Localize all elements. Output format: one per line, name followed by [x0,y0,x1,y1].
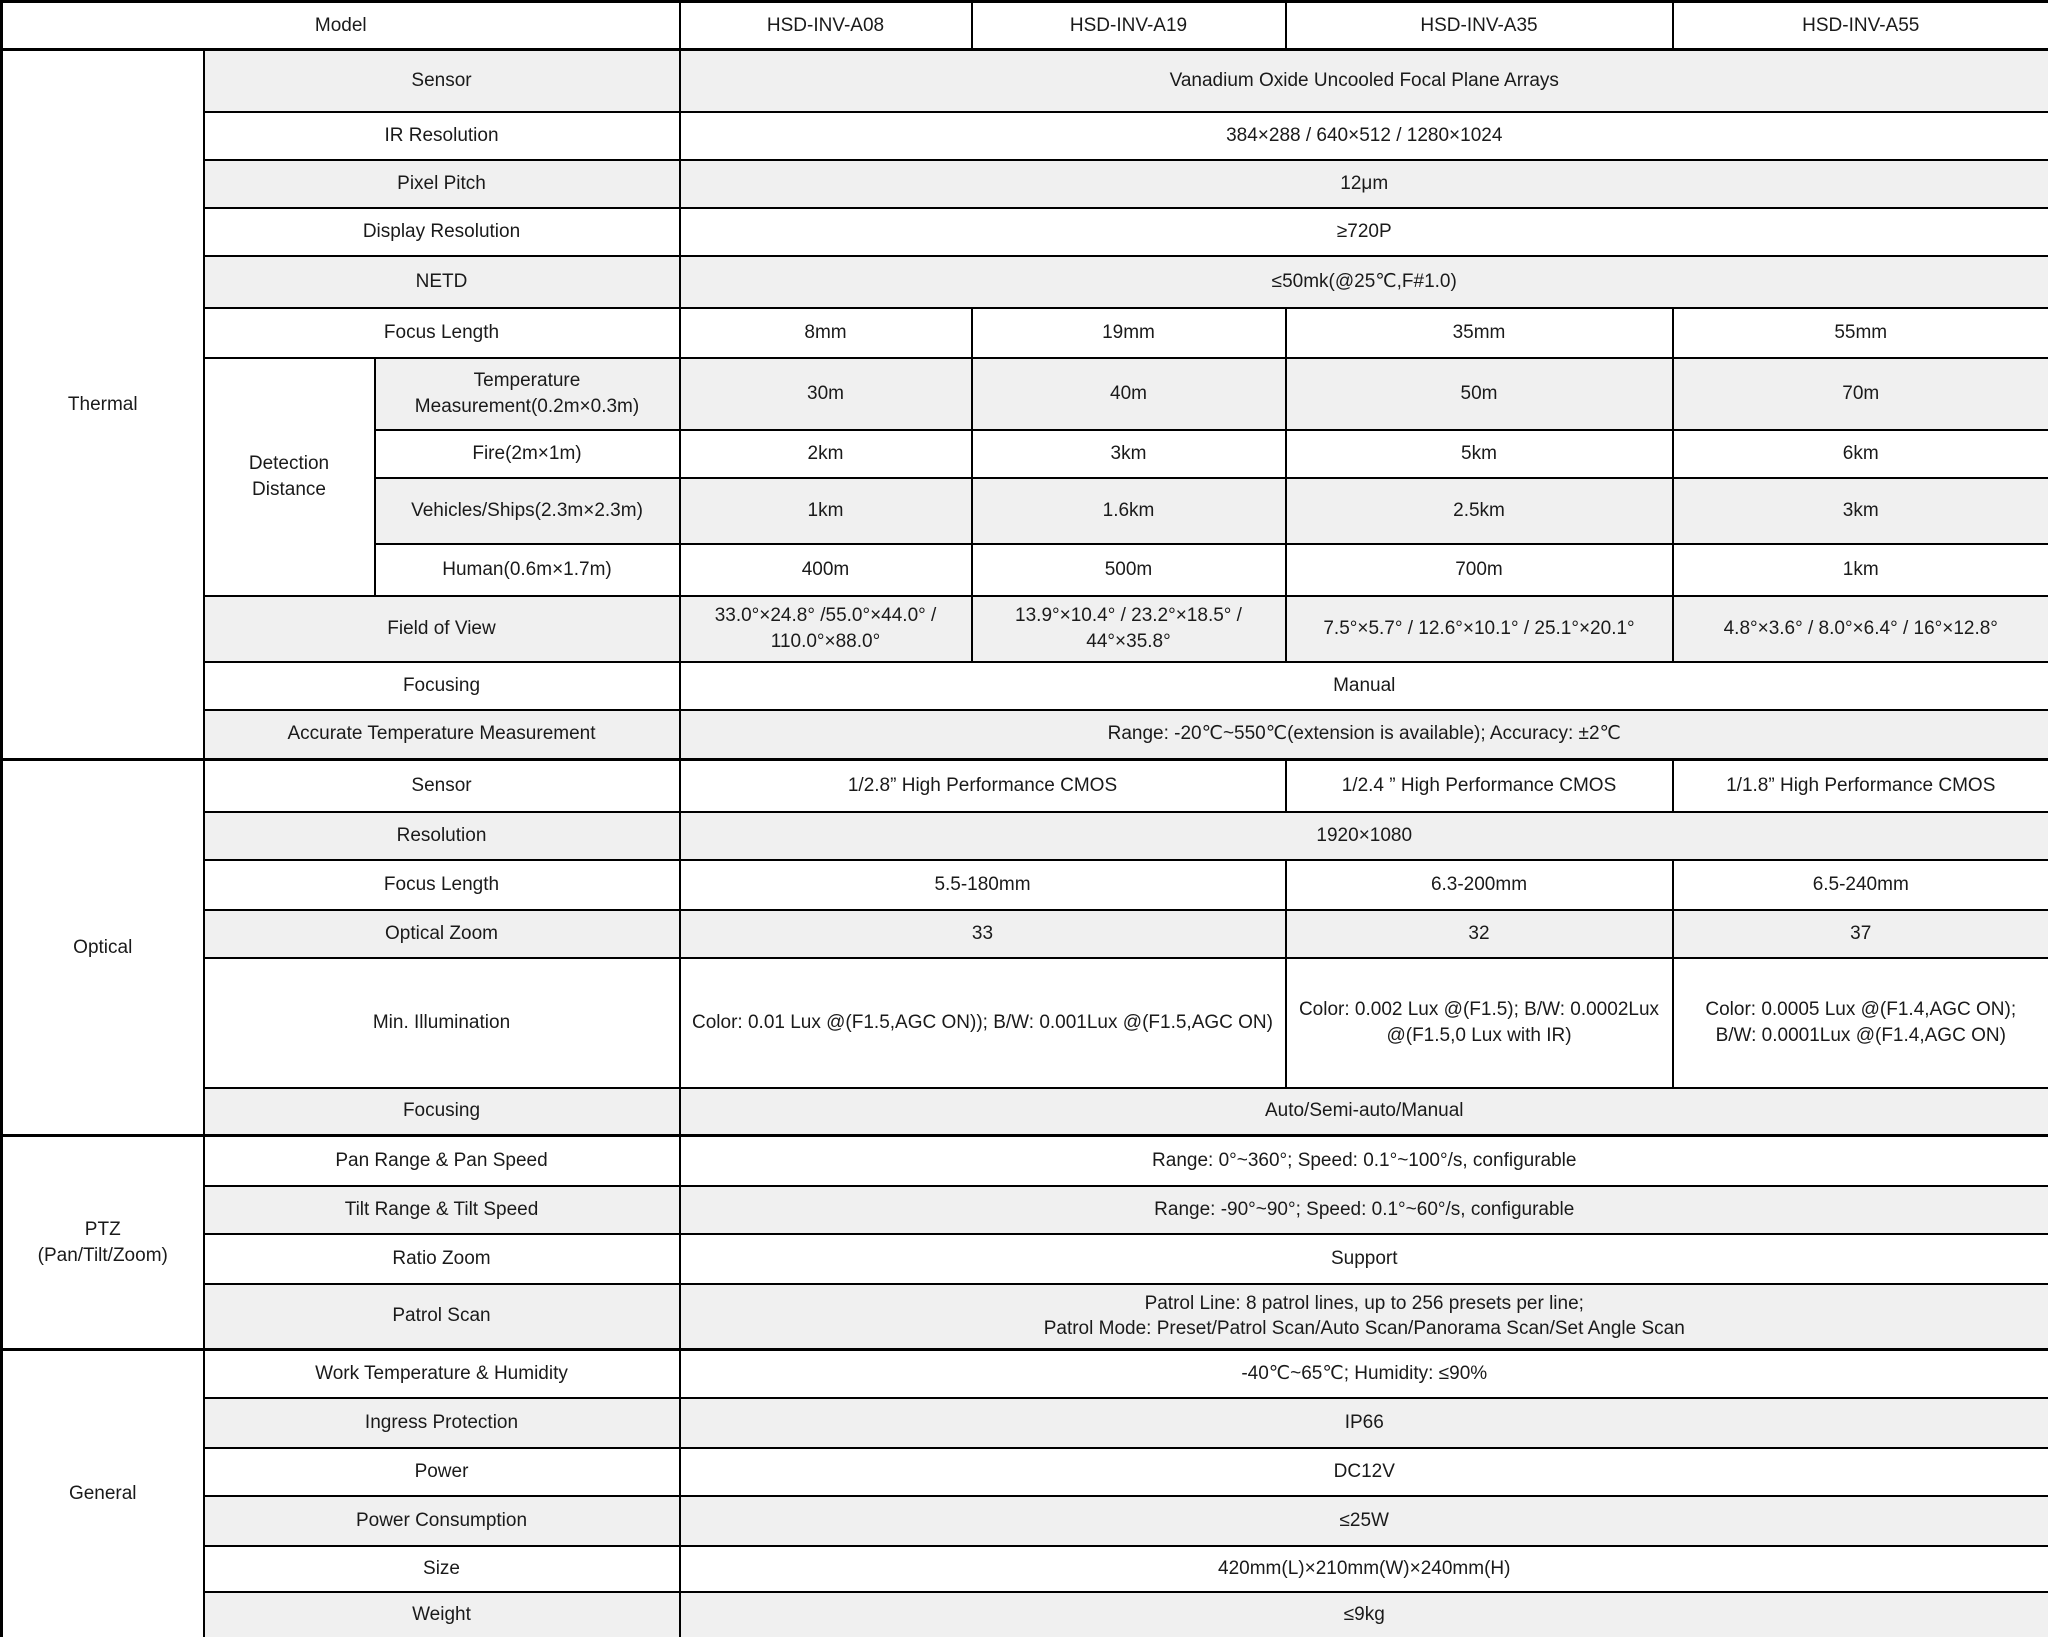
thermal-focus-length-a19: 19mm [972,308,1286,358]
ptz-label-line1: PTZ [84,1218,121,1240]
ingress-protection-value: IP66 [680,1398,2048,1448]
row-ratio-zoom [2,1234,2048,1284]
accurate-temperature-label: Accurate Temperature Measurement [204,710,680,760]
row-thermal-sensor [2,50,2048,112]
detection-distance-label: Detection Distance [204,358,375,596]
detection-temperature-a19: 40m [972,358,1286,430]
optical-zoom-label: Optical Zoom [204,910,680,958]
accurate-temperature-value: Range: -20℃~550℃(extension is available); Accuracy: ±2℃ [680,710,2048,760]
row-optical-focus-length [2,860,2048,910]
optical-focus-length-a55: 6.5-240mm [1673,860,2048,910]
detection-human-a08: 400m [680,544,972,596]
header-row [2,2,2048,50]
optical-resolution-value: 1920×1080 [680,812,2048,860]
field-of-view-a35: 7.5°×5.7° / 12.6°×10.1° / 25.1°×20.1° [1286,596,1673,662]
section-thermal-label: Thermal [2,50,204,760]
row-optical-focusing [2,1088,2048,1136]
pixel-pitch-value: 12μm [680,160,2048,208]
detection-temperature-a55: 70m [1673,358,2048,430]
detection-vehicles-a35: 2.5km [1286,478,1673,544]
optical-resolution-label: Resolution [204,812,680,860]
thermal-focusing-value: Manual [680,662,2048,710]
field-of-view-label: Field of View [204,596,680,662]
row-detection-temperature [2,358,2048,430]
section-optical-label: Optical [2,760,204,1136]
thermal-focus-length-label: Focus Length [204,308,680,358]
optical-sensor-a35: 1/2.4 ” High Performance CMOS [1286,760,1673,812]
min-illumination-a08-a19: Color: 0.01 Lux @(F1.5,AGC ON)); B/W: 0.001Lux @(F1.5,AGC ON) [680,958,1286,1088]
row-netd [2,256,2048,308]
detection-fire-a08: 2km [680,430,972,478]
patrol-scan-label: Patrol Scan [204,1284,680,1350]
ptz-label-line2: (Pan/Tilt/Zoom) [37,1244,168,1266]
thermal-focus-length-a08: 8mm [680,308,972,358]
optical-sensor-a08-a19: 1/2.8” High Performance CMOS [680,760,1286,812]
min-illumination-label: Min. Illumination [204,958,680,1088]
pixel-pitch-label: Pixel Pitch [204,160,680,208]
row-size [2,1546,2048,1592]
thermal-sensor-value: Vanadium Oxide Uncooled Focal Plane Arrays [680,50,2048,112]
optical-focus-length-a35: 6.3-200mm [1286,860,1673,910]
size-value: 420mm(L)×210mm(W)×240mm(H) [680,1546,2048,1592]
work-temperature-label: Work Temperature & Humidity [204,1350,680,1398]
pan-range-value: Range: 0°~360°; Speed: 0.1°~100°/s, configurable [680,1136,2048,1186]
row-optical-sensor [2,760,2048,812]
detection-temperature-label: Temperature Measurement(0.2m×0.3m) [375,358,680,430]
detection-fire-a19: 3km [972,430,1286,478]
detection-fire-label: Fire(2m×1m) [375,430,680,478]
power-label: Power [204,1448,680,1496]
detection-human-a19: 500m [972,544,1286,596]
optical-focusing-label: Focusing [204,1088,680,1136]
power-value: DC12V [680,1448,2048,1496]
row-accurate-temperature [2,710,2048,760]
thermal-sensor-label: Sensor [204,50,680,112]
size-label: Size [204,1546,680,1592]
detection-vehicles-a55: 3km [1673,478,2048,544]
row-patrol-scan [2,1284,2048,1350]
detection-fire-a55: 6km [1673,430,2048,478]
tilt-range-value: Range: -90°~90°; Speed: 0.1°~60°/s, configurable [680,1186,2048,1234]
ir-resolution-label: IR Resolution [204,112,680,160]
weight-label: Weight [204,1592,680,1637]
display-resolution-label: Display Resolution [204,208,680,256]
row-pixel-pitch [2,160,2048,208]
netd-value: ≤50mk(@25℃,F#1.0) [680,256,2048,308]
optical-focus-length-a08-a19: 5.5-180mm [680,860,1286,910]
row-work-temperature [2,1350,2048,1398]
detection-fire-a35: 5km [1286,430,1673,478]
display-resolution-value: ≥720P [680,208,2048,256]
field-of-view-a55: 4.8°×3.6° / 8.0°×6.4° / 16°×12.8° [1673,596,2048,662]
pan-range-label: Pan Range & Pan Speed [204,1136,680,1186]
power-consumption-value: ≤25W [680,1496,2048,1546]
thermal-focus-length-a35: 35mm [1286,308,1673,358]
ir-resolution-value: 384×288 / 640×512 / 1280×1024 [680,112,2048,160]
row-optical-resolution [2,812,2048,860]
thermal-focusing-label: Focusing [204,662,680,710]
section-ptz-label [2,1136,204,1350]
thermal-focus-length-a55: 55mm [1673,308,2048,358]
row-thermal-focus-length [2,308,2048,358]
detection-human-a35: 700m [1286,544,1673,596]
optical-zoom-a55: 37 [1673,910,2048,958]
detection-vehicles-a19: 1.6km [972,478,1286,544]
detection-human-label: Human(0.6m×1.7m) [375,544,680,596]
work-temperature-value: -40℃~65℃; Humidity: ≤90% [680,1350,2048,1398]
row-power [2,1448,2048,1496]
optical-zoom-a08-a19: 33 [680,910,1286,958]
patrol-scan-value [680,1284,2048,1350]
model-column-a35: HSD-INV-A35 [1286,2,1673,50]
ratio-zoom-value: Support [680,1234,2048,1284]
row-weight [2,1592,2048,1637]
optical-focus-length-label: Focus Length [204,860,680,910]
detection-vehicles-label: Vehicles/Ships(2.3m×2.3m) [375,478,680,544]
detection-vehicles-a08: 1km [680,478,972,544]
patrol-scan-line2: Patrol Mode: Preset/Patrol Scan/Auto Scan/Panorama Scan/Set Angle Scan [1043,1318,1685,1340]
model-header-label: Model [2,2,680,50]
row-display-resolution [2,208,2048,256]
tilt-range-label: Tilt Range & Tilt Speed [204,1186,680,1234]
row-thermal-focusing [2,662,2048,710]
ratio-zoom-label: Ratio Zoom [204,1234,680,1284]
row-min-illumination [2,958,2048,1088]
patrol-scan-line1: Patrol Line: 8 patrol lines, up to 256 presets per line; [1144,1292,1584,1314]
section-general-label: General [2,1350,204,1637]
model-column-a55: HSD-INV-A55 [1673,2,2048,50]
optical-sensor-label: Sensor [204,760,680,812]
weight-value: ≤9kg [680,1592,2048,1637]
detection-human-a55: 1km [1673,544,2048,596]
row-power-consumption [2,1496,2048,1546]
power-consumption-label: Power Consumption [204,1496,680,1546]
row-field-of-view [2,596,2048,662]
detection-temperature-a08: 30m [680,358,972,430]
row-optical-zoom [2,910,2048,958]
model-column-a08: HSD-INV-A08 [680,2,972,50]
field-of-view-a19: 13.9°×10.4° / 23.2°×18.5° / 44°×35.8° [972,596,1286,662]
row-pan-range [2,1136,2048,1186]
detection-temperature-a35: 50m [1286,358,1673,430]
ingress-protection-label: Ingress Protection [204,1398,680,1448]
min-illumination-a55: Color: 0.0005 Lux @(F1.4,AGC ON); B/W: 0.0001Lux @(F1.4,AGC ON) [1673,958,2048,1088]
field-of-view-a08: 33.0°×24.8° /55.0°×44.0° / 110.0°×88.0° [680,596,972,662]
row-ir-resolution [2,112,2048,160]
optical-sensor-a55: 1/1.8” High Performance CMOS [1673,760,2048,812]
model-column-a19: HSD-INV-A19 [972,2,1286,50]
optical-focusing-value: Auto/Semi-auto/Manual [680,1088,2048,1136]
row-ingress-protection [2,1398,2048,1448]
min-illumination-a35: Color: 0.002 Lux @(F1.5); B/W: 0.0002Lux @(F1.5,0 Lux with IR) [1286,958,1673,1088]
netd-label: NETD [204,256,680,308]
row-tilt-range [2,1186,2048,1234]
optical-zoom-a35: 32 [1286,910,1673,958]
